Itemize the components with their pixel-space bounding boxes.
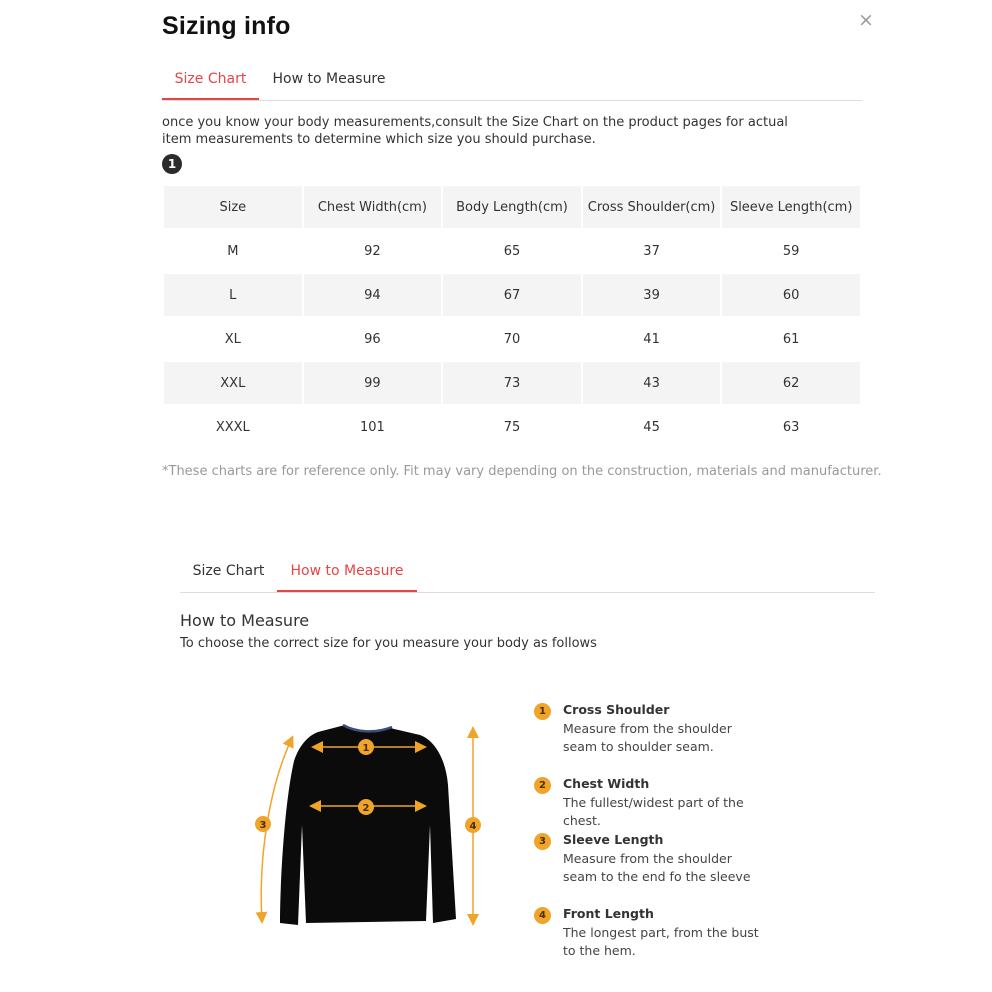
legend-number-icon: 2: [534, 777, 551, 794]
dialog-title: Sizing info: [162, 12, 291, 40]
sleeve-cell: 61: [782, 331, 800, 347]
sweater-shape: [280, 725, 456, 925]
chest-cell: 92: [364, 243, 381, 259]
legend-desc: The fullest/widest part of the chest.: [563, 795, 744, 828]
table-row: [164, 318, 860, 360]
length-cell: 70: [503, 331, 521, 347]
legend-number-icon: 4: [534, 907, 551, 924]
legend-number-icon: 3: [534, 833, 551, 850]
size-cell: L: [164, 274, 302, 316]
legend-desc: Measure from the shoulder seam to the end fo the sleeve: [563, 851, 751, 884]
shoulder-cell: 39: [583, 274, 721, 316]
step-badge: 1: [162, 154, 182, 174]
chest-cell: 96: [364, 331, 381, 347]
chest-cell: 99: [304, 362, 442, 404]
shoulder-cell: 41: [643, 331, 660, 347]
sleeve-cell: 63: [782, 419, 800, 435]
length-cell: 67: [443, 274, 581, 316]
legend-number-icon: 1: [534, 703, 551, 720]
how-to-measure-subheading: To choose the correct size for you measure your body as follows: [180, 636, 597, 651]
size-chart-intro: once you know your body measurements,consult the Size Chart on the product pages for actual item measurements to determine which size you should purchase.: [162, 115, 788, 147]
column-header: Sleeve Length(cm): [722, 186, 860, 228]
reference-note: *These charts are for reference only. Fit may vary depending on the construction, materials and manufacturer.: [162, 464, 882, 479]
column-header: Size: [164, 186, 302, 228]
marker-1-label: 1: [362, 743, 370, 754]
marker-2-label: 2: [362, 803, 370, 814]
table-row: [164, 406, 860, 448]
marker-3-label: 3: [259, 820, 267, 831]
how-to-measure-heading: How to Measure: [180, 611, 310, 630]
table-row: [164, 274, 860, 316]
column-header: Cross Shoulder(cm): [583, 186, 721, 228]
legend-desc: The longest part, from the bust to the hem.: [563, 925, 759, 958]
size-cell: M: [227, 243, 239, 259]
tab-size-chart[interactable]: Size Chart: [192, 563, 265, 579]
chest-cell: 101: [359, 419, 385, 435]
legend-title: Cross Shoulder: [563, 702, 670, 717]
sleeve-cell: 59: [782, 243, 800, 259]
shoulder-cell: 37: [643, 243, 660, 259]
sweater-diagram: [240, 705, 500, 945]
shoulder-cell: 43: [583, 362, 721, 404]
tab-how-to-measure[interactable]: How to Measure: [272, 71, 386, 87]
tab-how-to-measure[interactable]: How to Measure: [277, 556, 417, 592]
shoulder-cell: 45: [643, 419, 660, 435]
close-icon[interactable]: ×: [858, 9, 874, 31]
size-table: [162, 184, 862, 450]
sleeve-cell: 62: [722, 362, 860, 404]
table-row: [164, 230, 860, 272]
length-cell: 65: [503, 243, 521, 259]
tab-bar-bottom: [180, 556, 875, 593]
legend-title: Front Length: [563, 906, 654, 921]
legend-desc: Measure from the shoulder seam to shoulder seam.: [563, 721, 732, 754]
legend-title: Chest Width: [563, 776, 650, 791]
length-cell: 73: [443, 362, 581, 404]
sleeve-cell: 60: [722, 274, 860, 316]
length-cell: 75: [503, 419, 521, 435]
marker-4-label: 4: [469, 821, 477, 832]
table-header-row: [164, 186, 860, 228]
size-cell: XL: [224, 331, 241, 347]
column-header: Chest Width(cm): [304, 186, 442, 228]
column-header: Body Length(cm): [443, 186, 581, 228]
size-cell: XXXL: [215, 419, 250, 435]
tab-bar-top: [162, 64, 862, 101]
tab-size-chart[interactable]: Size Chart: [162, 64, 259, 100]
table-row: [164, 362, 860, 404]
chest-cell: 94: [304, 274, 442, 316]
legend-title: Sleeve Length: [563, 832, 664, 847]
size-cell: XXL: [164, 362, 302, 404]
